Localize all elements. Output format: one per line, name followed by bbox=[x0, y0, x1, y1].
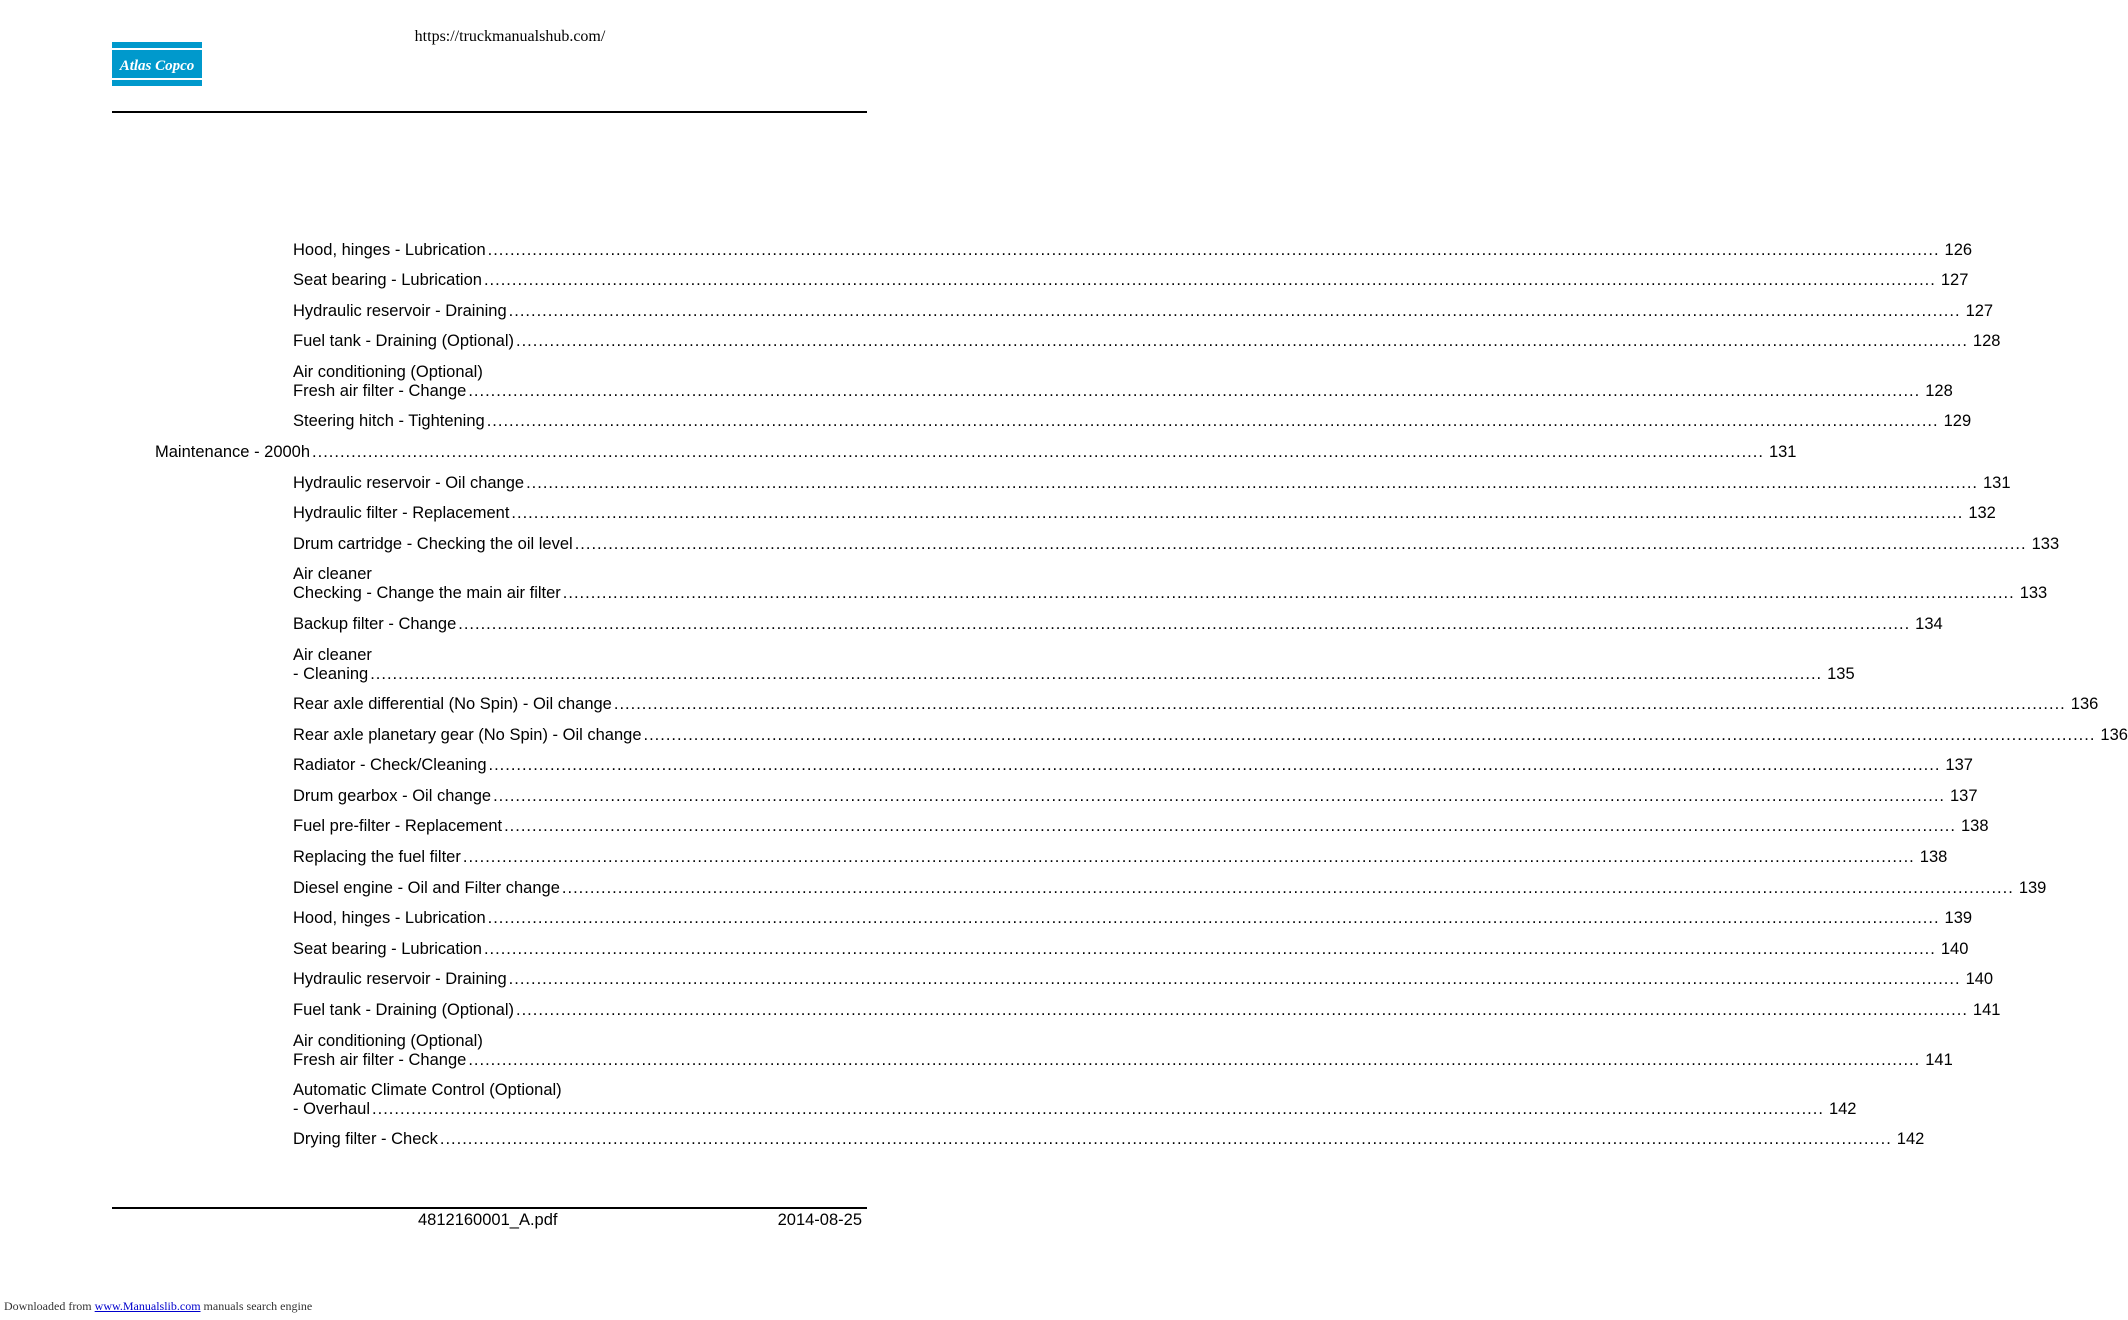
toc-page-number: 142 bbox=[1896, 1130, 1925, 1148]
toc-page-number: 127 bbox=[1965, 302, 1994, 320]
toc-entry-heading: Air conditioning (Optional) bbox=[293, 363, 483, 381]
toc-entry-title: Hood, hinges - Lubrication bbox=[293, 909, 486, 927]
toc-page-number: 128 bbox=[1925, 382, 1953, 400]
dot-leader: .................................................................................................................................................................................................................................................................... bbox=[488, 756, 1941, 774]
toc-row bbox=[293, 665, 1855, 684]
toc-page-number: 140 bbox=[1940, 940, 1969, 958]
toc-page-number: 132 bbox=[1968, 504, 1996, 522]
toc-row bbox=[293, 412, 1972, 431]
toc-row bbox=[293, 535, 2060, 554]
download-notice bbox=[4, 1299, 312, 1314]
dot-leader: .................................................................................................................................................................................................................................................................... bbox=[561, 879, 2014, 897]
toc-page-number: 128 bbox=[1972, 332, 2001, 350]
toc-page-number: 139 bbox=[2018, 879, 2047, 897]
footer-rule bbox=[112, 1207, 867, 1209]
toc-entry[interactable] bbox=[293, 756, 1973, 775]
toc-row bbox=[293, 332, 2001, 351]
toc-entry-title: Backup filter - Change bbox=[293, 615, 457, 633]
toc-row bbox=[293, 1130, 1925, 1149]
toc-page-number: 136 bbox=[2100, 726, 2128, 744]
source-url: https://truckmanualshub.com/ bbox=[414, 28, 606, 45]
toc-section[interactable] bbox=[155, 443, 1797, 462]
dot-leader: .................................................................................................................................................................................................................................................................... bbox=[516, 332, 1968, 350]
toc-page-number: 134 bbox=[1915, 615, 1943, 633]
toc-page-number: 137 bbox=[1950, 787, 1978, 805]
dot-leader: .................................................................................................................................................................................................................................................................... bbox=[511, 504, 1964, 522]
dot-leader: .................................................................................................................................................................................................................................................................... bbox=[643, 726, 2096, 744]
toc-entry-title: Hydraulic filter - Replacement bbox=[293, 504, 510, 522]
toc-entry[interactable] bbox=[293, 241, 1973, 260]
toc-entry-title: Fuel tank - Draining (Optional) bbox=[293, 332, 515, 350]
toc-entry[interactable] bbox=[293, 695, 2099, 714]
toc-row bbox=[293, 302, 1994, 321]
toc-entry-title: Drying filter - Check bbox=[293, 1130, 438, 1148]
toc-page-number: 129 bbox=[1943, 412, 1972, 430]
toc-row bbox=[293, 848, 1948, 867]
toc-page-number: 137 bbox=[1945, 756, 1973, 774]
toc-row bbox=[293, 271, 1969, 290]
toc-entry-heading: Automatic Climate Control (Optional) bbox=[293, 1081, 562, 1099]
toc-entry-title: Fresh air filter - Change bbox=[293, 1051, 467, 1069]
footer-date: 2014-08-25 bbox=[777, 1211, 862, 1229]
toc-entry-title: Rear axle planetary gear (No Spin) - Oil change bbox=[293, 726, 642, 744]
toc-entry[interactable] bbox=[293, 817, 1989, 836]
toc-entry-title: Radiator - Check/Cleaning bbox=[293, 756, 487, 774]
toc-row bbox=[293, 1051, 1953, 1070]
dot-leader: .................................................................................................................................................................................................................................................................... bbox=[312, 443, 1764, 461]
toc-entry[interactable] bbox=[293, 412, 1972, 431]
toc-entry[interactable] bbox=[293, 1081, 1857, 1119]
toc-page-number: 141 bbox=[1972, 1001, 2001, 1019]
dot-leader: .................................................................................................................................................................................................................................................................... bbox=[487, 909, 1940, 927]
dot-leader: .................................................................................................................................................................................................................................................................... bbox=[508, 302, 1961, 320]
dot-leader: .................................................................................................................................................................................................................................................................... bbox=[487, 241, 1940, 259]
toc-entry[interactable] bbox=[293, 879, 2047, 898]
toc-row bbox=[293, 504, 1996, 523]
toc-entry-title: Seat bearing - Lubrication bbox=[293, 940, 482, 958]
toc-entry-title: Drum cartridge - Checking the oil level bbox=[293, 535, 573, 553]
toc-row bbox=[293, 756, 1973, 775]
toc-row bbox=[293, 474, 2011, 493]
toc-page-number: 126 bbox=[1944, 241, 1973, 259]
toc-row bbox=[293, 241, 1973, 260]
toc-entry[interactable] bbox=[293, 474, 2011, 493]
toc-entry[interactable] bbox=[293, 302, 1994, 321]
toc-row bbox=[293, 726, 2128, 745]
dot-leader: .................................................................................................................................................................................................................................................................... bbox=[562, 584, 2015, 602]
toc-page-number: 133 bbox=[2019, 584, 2048, 602]
toc-entry[interactable] bbox=[293, 363, 1953, 401]
toc-page-number: 139 bbox=[1944, 909, 1973, 927]
dot-leader: .................................................................................................................................................................................................................................................................... bbox=[483, 271, 1936, 289]
toc-entry-title: Hydraulic reservoir - Draining bbox=[293, 970, 507, 988]
toc-entry-title: Maintenance - 2000h bbox=[155, 443, 311, 461]
toc-entry[interactable] bbox=[293, 940, 1969, 959]
toc-entry-title: - Overhaul bbox=[293, 1100, 371, 1118]
toc-page-number: 127 bbox=[1940, 271, 1969, 289]
download-prefix: Downloaded from bbox=[4, 1299, 95, 1313]
toc-entry-title: Drum gearbox - Oil change bbox=[293, 787, 492, 805]
dot-leader: .................................................................................................................................................................................................................................................................... bbox=[372, 1100, 1824, 1118]
toc-entry[interactable] bbox=[293, 848, 1948, 867]
toc-row bbox=[293, 879, 2047, 898]
header-rule bbox=[112, 111, 867, 113]
footer-filename: 4812160001_A.pdf bbox=[418, 1211, 558, 1229]
svg-text:Atlas Copco: Atlas Copco bbox=[119, 58, 195, 74]
toc-entry-title: Hydraulic reservoir - Draining bbox=[293, 302, 507, 320]
dot-leader: .................................................................................................................................................................................................................................................................... bbox=[483, 940, 1936, 958]
dot-leader: .................................................................................................................................................................................................................................................................... bbox=[526, 474, 1978, 492]
toc-page-number: 142 bbox=[1828, 1100, 1857, 1118]
toc-row bbox=[293, 382, 1953, 401]
dot-leader: .................................................................................................................................................................................................................................................................... bbox=[462, 848, 1915, 866]
toc-entry-title: Replacing the fuel filter bbox=[293, 848, 461, 866]
toc-entry-title: - Cleaning bbox=[293, 665, 369, 683]
toc-entry-heading: Air conditioning (Optional) bbox=[293, 1032, 483, 1050]
toc-page-number: 138 bbox=[1960, 817, 1989, 835]
dot-leader: .................................................................................................................................................................................................................................................................... bbox=[508, 970, 1961, 988]
toc-entry[interactable] bbox=[293, 271, 1969, 290]
dot-leader: .................................................................................................................................................................................................................................................................... bbox=[468, 1051, 1921, 1069]
toc-entry-title: Checking - Change the main air filter bbox=[293, 584, 561, 602]
toc-entry[interactable] bbox=[293, 909, 1973, 928]
toc-entry-title: Fuel pre-filter - Replacement bbox=[293, 817, 503, 835]
toc-row bbox=[293, 584, 2048, 603]
toc-entry-heading: Air cleaner bbox=[293, 646, 372, 664]
toc-entry-title: Fuel tank - Draining (Optional) bbox=[293, 1001, 515, 1019]
toc-entry[interactable] bbox=[293, 535, 2060, 554]
toc-entry-title: Diesel engine - Oil and Filter change bbox=[293, 879, 560, 897]
toc-row bbox=[293, 817, 1989, 836]
toc-entry-title: Steering hitch - Tightening bbox=[293, 412, 485, 430]
toc-entry-heading: Air cleaner bbox=[293, 565, 372, 583]
toc-page-number: 140 bbox=[1965, 970, 1994, 988]
dot-leader: .................................................................................................................................................................................................................................................................... bbox=[486, 412, 1939, 430]
toc-entry-title: Hood, hinges - Lubrication bbox=[293, 241, 486, 259]
toc-entry[interactable] bbox=[293, 1130, 1925, 1149]
manualslib-link[interactable]: www.Manualslib.com bbox=[94, 1299, 201, 1313]
dot-leader: .................................................................................................................................................................................................................................................................... bbox=[370, 665, 1823, 683]
toc-row bbox=[293, 909, 1973, 928]
toc-page-number: 131 bbox=[1983, 474, 2011, 492]
toc-page-number: 136 bbox=[2070, 695, 2099, 713]
toc-entry[interactable] bbox=[293, 615, 1943, 634]
toc-row bbox=[293, 940, 1969, 959]
toc-entry[interactable] bbox=[293, 646, 1855, 684]
toc-entry[interactable] bbox=[293, 970, 1994, 989]
toc-row bbox=[155, 443, 1797, 462]
toc-entry[interactable] bbox=[293, 1032, 1953, 1070]
toc-row bbox=[293, 787, 1978, 806]
toc-page-number: 135 bbox=[1827, 665, 1855, 683]
toc-entry[interactable] bbox=[293, 1001, 2001, 1020]
toc-entry-title: Seat bearing - Lubrication bbox=[293, 271, 482, 289]
toc-page-number: 131 bbox=[1768, 443, 1797, 461]
toc-row bbox=[293, 1100, 1857, 1119]
dot-leader: .................................................................................................................................................................................................................................................................... bbox=[468, 382, 1921, 400]
toc-row bbox=[293, 1001, 2001, 1020]
dot-leader: .................................................................................................................................................................................................................................................................... bbox=[613, 695, 2066, 713]
toc-page-number: 141 bbox=[1925, 1051, 1953, 1069]
toc-page-number: 133 bbox=[2031, 535, 2060, 553]
toc-entry-title: Rear axle differential (No Spin) - Oil change bbox=[293, 695, 612, 713]
toc-row bbox=[293, 695, 2099, 714]
dot-leader: .................................................................................................................................................................................................................................................................... bbox=[504, 817, 1956, 835]
toc-entry[interactable] bbox=[293, 726, 2128, 745]
toc-row bbox=[293, 615, 1943, 634]
toc-page-number: 138 bbox=[1919, 848, 1948, 866]
dot-leader: .................................................................................................................................................................................................................................................................... bbox=[439, 1130, 1892, 1148]
toc-entry[interactable] bbox=[293, 504, 1996, 523]
dot-leader: .................................................................................................................................................................................................................................................................... bbox=[458, 615, 1911, 633]
toc-entry[interactable] bbox=[293, 565, 2048, 603]
download-suffix: manuals search engine bbox=[200, 1299, 313, 1313]
toc-entry[interactable] bbox=[293, 787, 1978, 806]
atlas-copco-logo bbox=[112, 42, 202, 86]
dot-leader: .................................................................................................................................................................................................................................................................... bbox=[574, 535, 2027, 553]
dot-leader: .................................................................................................................................................................................................................................................................... bbox=[493, 787, 1945, 805]
toc-entry-title: Fresh air filter - Change bbox=[293, 382, 467, 400]
toc-entry-title: Hydraulic reservoir - Oil change bbox=[293, 474, 525, 492]
toc-entry[interactable] bbox=[293, 332, 2001, 351]
toc-row bbox=[293, 970, 1994, 989]
dot-leader: .................................................................................................................................................................................................................................................................... bbox=[516, 1001, 1968, 1019]
